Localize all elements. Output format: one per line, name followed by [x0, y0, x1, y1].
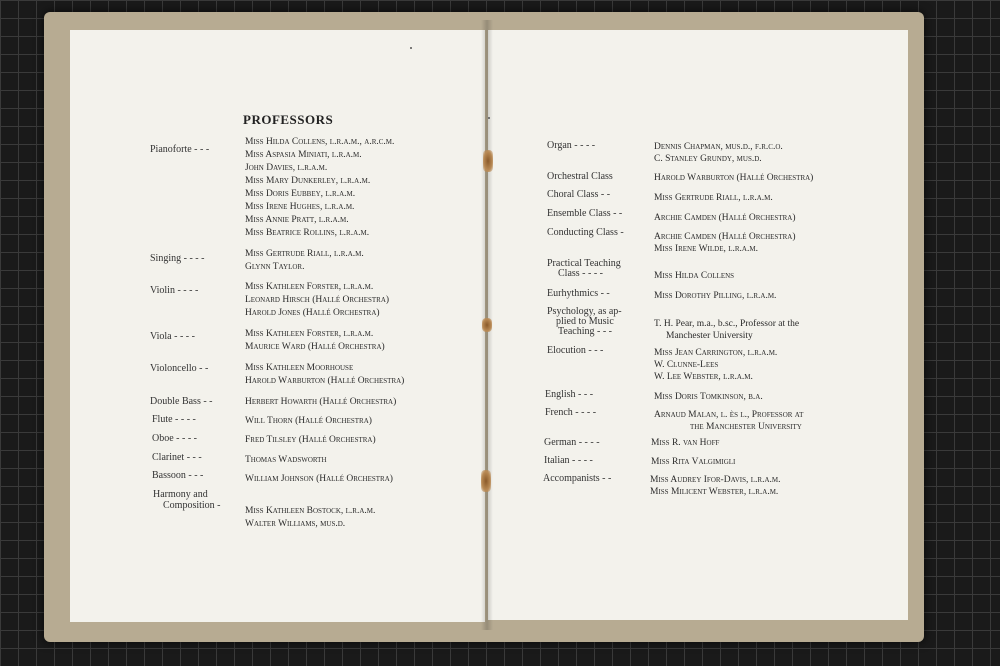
page-speck [410, 47, 412, 49]
professor-name: Miss Hilda Collens [654, 271, 735, 281]
subject-label: Choral Class - - [547, 189, 611, 200]
professor-list [245, 136, 394, 240]
professor-name: C. Stanley Grundy, mus.d. [654, 154, 762, 164]
professor-list [245, 505, 375, 531]
professor-list [654, 231, 795, 255]
professor-list [245, 328, 385, 354]
professor-list [654, 172, 813, 184]
subject-label: Organ - - - - [547, 140, 596, 151]
professor-name: William Johnson (Hallé Orchestra) [245, 474, 393, 484]
professor-name: Arnaud Malan, l. ès l., Professor at [654, 410, 804, 420]
professor-list [654, 212, 795, 224]
professor-name: Harold Jones (Hallé Orchestra) [245, 308, 380, 318]
subject-label: French - - - - [545, 407, 597, 418]
subject-label: Double Bass - - [150, 396, 213, 407]
subject-label: Orchestral Class [547, 171, 613, 182]
professor-name: Manchester University [666, 331, 753, 341]
professor-name: Harold Warburton (Hallé Orchestra) [245, 376, 405, 386]
professor-name: Will Thorn (Hallé Orchestra) [245, 416, 372, 426]
professor-list [654, 290, 776, 302]
subject-label: Bassoon - - - [152, 470, 204, 481]
professor-list [654, 391, 763, 403]
subject-label: Elocution - - - [547, 345, 604, 356]
professor-list [654, 409, 803, 433]
professor-name: Fred Tilsley (Hallé Orchestra) [245, 435, 376, 445]
professor-name: Archie Camden (Hallé Orchestra) [654, 213, 796, 223]
subject-label: Harmony and [153, 489, 208, 500]
binding-stain [481, 470, 491, 492]
subject-label: Clarinet - - - [152, 452, 202, 463]
professor-name: Miss Beatrice Rollins, l.r.a.m. [245, 228, 370, 238]
professor-list [245, 362, 404, 388]
professor-list [245, 473, 393, 486]
professor-list [245, 415, 372, 428]
professor-list [651, 456, 735, 468]
professor-name: Miss Jean Carrington, l.r.a.m. [654, 348, 778, 358]
professor-name: Miss Dorothy Pilling, l.r.a.m. [654, 291, 777, 301]
professor-name: Miss Aspasia Miniati, l.r.a.m. [245, 150, 362, 160]
subject-label: Flute - - - - [152, 414, 196, 425]
professor-list [245, 248, 364, 274]
subject-label: Psychology, as ap- [547, 306, 622, 317]
professor-name: Miss Kathleen Moorhouse [245, 363, 354, 373]
subject-label-continued: Teaching - - - [558, 326, 612, 337]
professor-name: John Davies, l.r.a.m. [245, 163, 328, 173]
professor-name: Miss Kathleen Forster, l.r.a.m. [245, 329, 374, 339]
professor-name: Harold Warburton (Hallé Orchestra) [654, 173, 814, 183]
professor-name: W. Clunne-Lees [654, 360, 719, 370]
subject-label: Singing - - - - [150, 253, 205, 264]
professor-name: Herbert Howarth (Hallé Orchestra) [245, 397, 397, 407]
professor-list [654, 318, 799, 342]
page-title: PROFESSORS [243, 112, 334, 127]
subject-label: Practical Teaching [547, 258, 621, 269]
professor-list [654, 347, 777, 383]
subject-label-continued: Composition - [163, 500, 221, 511]
professor-name: Archie Camden (Hallé Orchestra) [654, 232, 796, 242]
professor-name: Miss Irene Hughes, l.r.a.m. [245, 202, 355, 212]
professor-name: Dennis Chapman, mus.d., f.r.c.o. [654, 142, 783, 152]
professor-list [654, 141, 783, 165]
subject-label-continued: plied to Music [556, 316, 614, 327]
binding-stain [482, 318, 492, 332]
page-speck [488, 117, 490, 119]
professor-list [245, 434, 376, 447]
professor-name: Miss R. van Hoff [651, 438, 720, 448]
professor-name: Miss Audrey Ifor-Davis, l.r.a.m. [650, 475, 781, 485]
professor-list [245, 396, 396, 409]
subject-label-continued: Class - - - - [558, 268, 603, 279]
professor-name: Maurice Ward (Hallé Orchestra) [245, 342, 385, 352]
professor-name: Miss Gertrude Riall, l.r.a.m. [245, 249, 364, 259]
professor-list [650, 474, 780, 498]
subject-label: English - - - [545, 389, 594, 400]
professor-list [654, 270, 734, 282]
professor-name: Miss Rita Valgimigli [651, 457, 736, 467]
professor-name: Miss Kathleen Forster, l.r.a.m. [245, 282, 374, 292]
professor-name: Miss Mary Dunkerley, l.r.a.m. [245, 176, 371, 186]
professor-name: Miss Irene Wilde, l.r.a.m. [654, 244, 758, 254]
professor-name: Miss Milicent Webster, l.r.a.m. [650, 487, 779, 497]
subject-label: German - - - - [544, 437, 600, 448]
professor-name: Miss Annie Pratt, l.r.a.m. [245, 215, 349, 225]
professor-name: Thomas Wadsworth [245, 455, 327, 465]
subject-label: Accompanists - - [543, 473, 612, 484]
professor-name: the Manchester University [690, 422, 802, 432]
professor-name: Miss Doris Tomkinson, b.a. [654, 392, 763, 402]
professor-name: Miss Gertrude Riall, l.r.a.m. [654, 193, 773, 203]
professor-name: T. H. Pear, m.a., b.sc., Professor at the [654, 319, 800, 329]
professor-name: Glynn Taylor. [245, 262, 305, 272]
professor-list [245, 454, 327, 467]
professor-list [651, 437, 719, 449]
subject-label: Violoncello - - [150, 363, 209, 374]
binding-stain [483, 150, 493, 172]
professor-name: Miss Hilda Collens, l.r.a.m., a.r.c.m. [245, 137, 395, 147]
subject-label: Italian - - - - [544, 455, 593, 466]
subject-label: Conducting Class - [547, 227, 624, 238]
subject-label: Eurhythmics - - [547, 288, 610, 299]
professor-name: Miss Kathleen Bostock, l.r.a.m. [245, 506, 376, 516]
professor-name: Miss Doris Eubbey, l.r.a.m. [245, 189, 356, 199]
subject-label: Violin - - - - [150, 285, 199, 296]
professor-name: Leonard Hirsch (Hallé Orchestra) [245, 295, 390, 305]
subject-label: Ensemble Class - - [547, 208, 623, 219]
professor-name: Walter Williams, mus.d. [245, 519, 346, 529]
subject-label: Pianoforte - - - [150, 144, 210, 155]
subject-label: Oboe - - - - [152, 433, 197, 444]
professor-name: W. Lee Webster, l.r.a.m. [654, 372, 753, 382]
professor-list [245, 281, 389, 320]
subject-label: Viola - - - - [150, 331, 195, 342]
professor-list [654, 192, 773, 204]
